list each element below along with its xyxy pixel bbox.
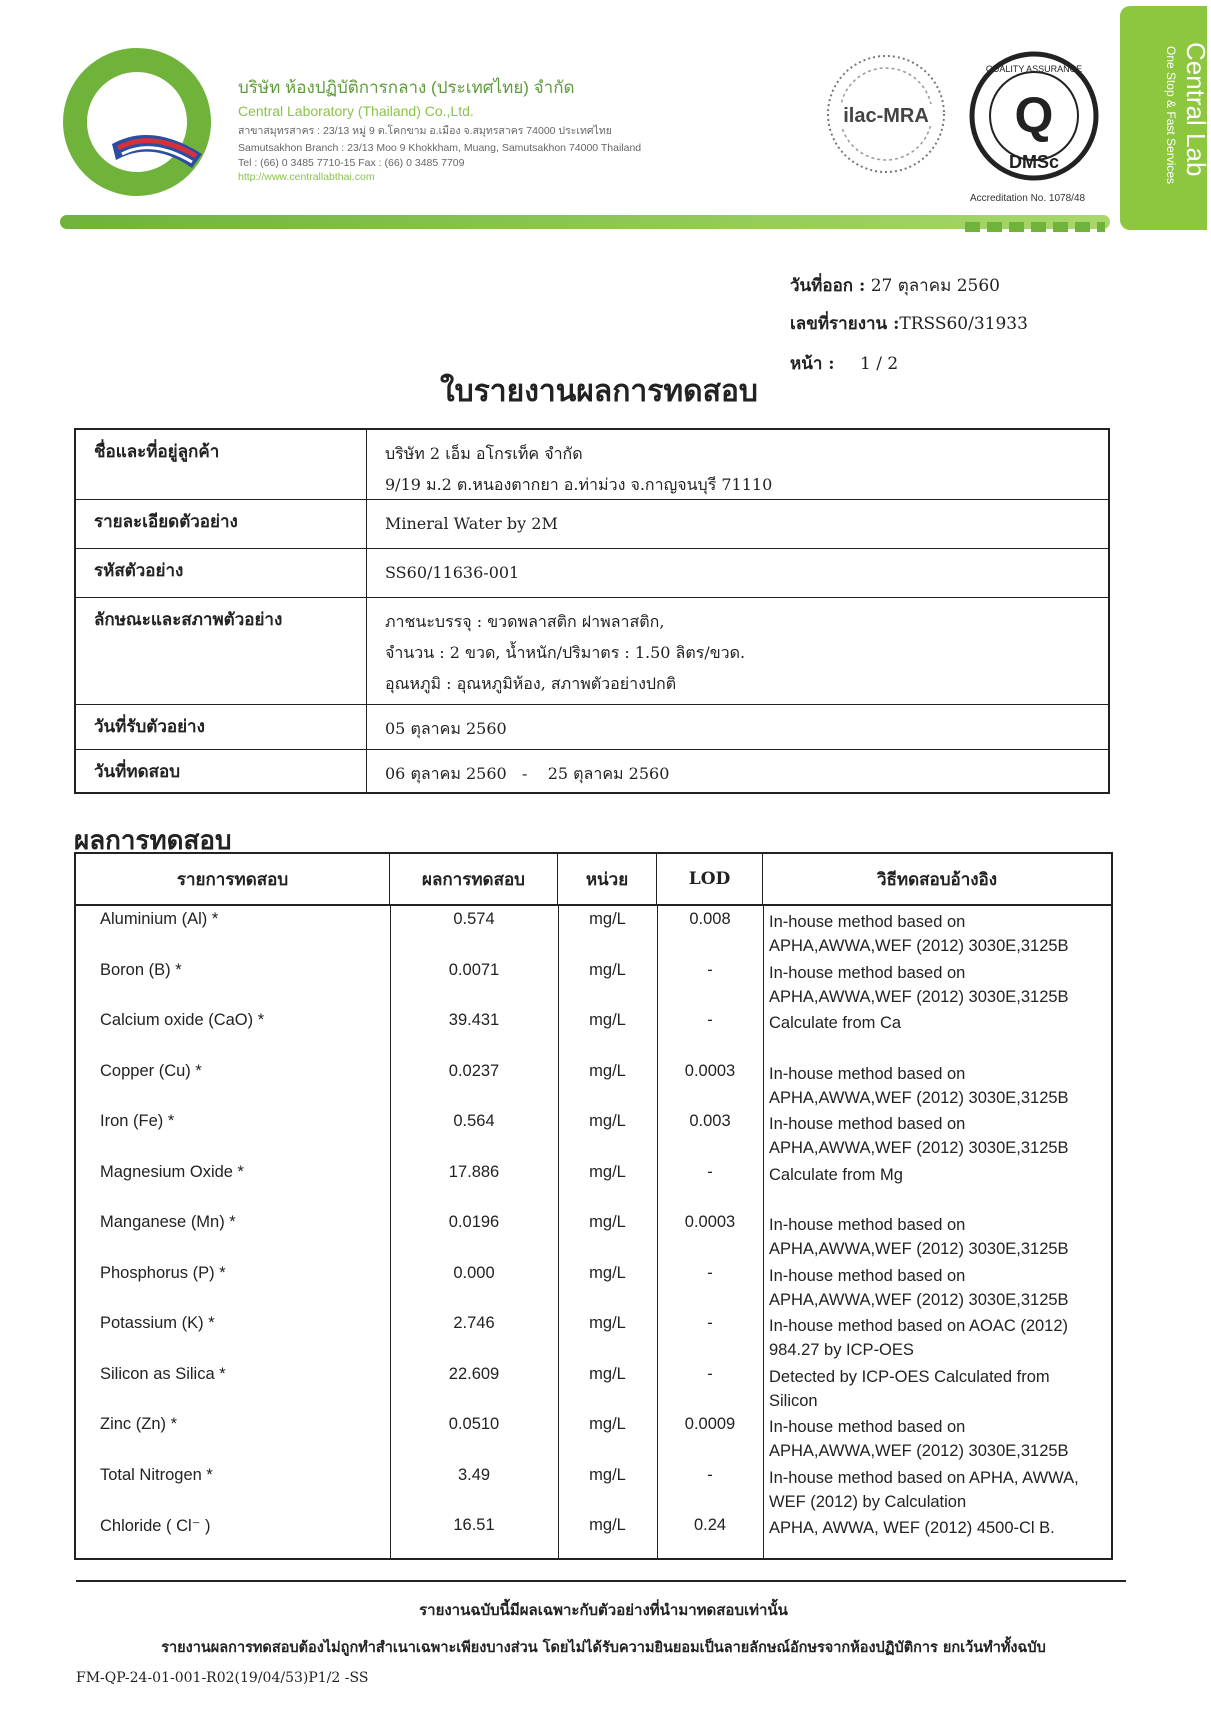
test-lod: - [707, 1011, 713, 1029]
test-lod: - [707, 1314, 713, 1332]
result-row [76, 1159, 1111, 1210]
page-number-value: 1 / 2 [859, 354, 899, 374]
test-unit: mg/L [589, 1061, 626, 1080]
info-row [76, 548, 1108, 597]
svg-text:Q: Q [1014, 87, 1054, 143]
method-line: APHA,AWWA,WEF (2012) 3030E,3125B [769, 987, 1069, 1006]
footer-divider [76, 1580, 1126, 1582]
footer-note-validity: รายงานฉบับนี้มีผลเฉพาะกับตัวอย่างที่นำมาทดสอบเท่านั้น [419, 1601, 788, 1619]
test-lod: 0.0003 [684, 1213, 736, 1231]
method-line: In-house method based on [769, 1418, 966, 1436]
quantity-info: จำนวน : 2 ขวด, น้ำหนัก/ปริมาตร : 1.50 ลิตร/ขวด. [385, 643, 746, 662]
container-info: ภาชนะบรรจุ : ขวดพลาสติก ฝาพลาสติก, [385, 612, 665, 631]
header-method: วิธีทดสอบอ้างอิง [876, 869, 998, 890]
test-item: Boron (B) * [100, 960, 182, 979]
test-result: 16.51 [453, 1516, 495, 1534]
side-tagline: One Stop & Fast Services [1164, 46, 1178, 185]
info-row [76, 499, 1108, 548]
header-unit: หน่วย [558, 854, 657, 904]
method-line: WEF (2012) by Calculation [769, 1492, 967, 1511]
test-result: 0.0510 [448, 1415, 500, 1433]
test-method [763, 957, 1111, 1008]
test-item: Aluminium (Al) * [100, 910, 219, 928]
svg-text:ilac-MRA: ilac-MRA [843, 105, 929, 127]
report-number-label: เลขที่รายงาน : [790, 314, 900, 334]
website-link[interactable]: http://www.centrallabthai.com [238, 171, 375, 183]
method-line: APHA,AWWA,WEF (2012) 3030E,3125B [769, 1139, 1069, 1157]
test-result: 22.609 [448, 1364, 500, 1383]
test-item: Zinc (Zn) * [100, 1415, 178, 1433]
test-item: Magnesium Oxide * [100, 1162, 244, 1181]
info-value: Mineral Water by 2M [385, 514, 558, 533]
info-value [367, 598, 1108, 704]
issue-date [790, 272, 1000, 299]
result-row [76, 906, 1111, 957]
test-lod: 0.003 [689, 1112, 731, 1130]
info-label: วันที่รับตัวอย่าง [76, 705, 367, 749]
company-info [238, 74, 758, 183]
result-row [76, 1260, 1111, 1311]
test-unit: mg/L [589, 910, 626, 928]
result-row [76, 1058, 1111, 1109]
info-value: SS60/11636-001 [385, 563, 520, 582]
method-line: In-house method based on [769, 1064, 966, 1083]
result-row [76, 957, 1111, 1008]
customer-name: บริษัท 2 เอ็ม อโกรเท็ค จำกัด [385, 444, 583, 463]
ilac-mra-logo [818, 46, 954, 182]
test-lod: 0.0003 [684, 1061, 736, 1080]
method-line: In-house method based on APHA, AWWA, [769, 1468, 1079, 1487]
method-line: In-house method based on [769, 913, 966, 931]
test-result: 0.574 [453, 910, 495, 928]
test-unit: mg/L [589, 1112, 626, 1130]
test-method [763, 1310, 1111, 1361]
side-brand: Central Lab [1181, 42, 1211, 177]
report-number [790, 310, 1028, 337]
test-result: 3.49 [457, 1465, 491, 1484]
test-method [763, 1007, 1111, 1058]
svg-text:DMSc: DMSc [1008, 152, 1060, 172]
info-label: รายละเอียดตัวอย่าง [76, 500, 367, 548]
info-value [367, 430, 1108, 499]
test-unit: mg/L [589, 1415, 626, 1433]
method-line: APHA,AWWA,WEF (2012) 3030E,3125B [769, 1088, 1069, 1107]
test-item: Iron (Fe) * [100, 1112, 175, 1130]
form-code: FM-QP-24-01-001-R02(19/04/53)P1/2 -SS [76, 1670, 369, 1686]
accreditation-number: Accreditation No. 1078/48 [970, 193, 1086, 204]
test-lod: - [707, 1162, 713, 1181]
result-row [76, 1108, 1111, 1159]
results-body [76, 906, 1111, 1558]
test-item: Manganese (Mn) * [100, 1213, 236, 1231]
header-result: ผลการทดสอบ [390, 854, 558, 904]
test-result: 0.564 [453, 1112, 495, 1130]
test-method [763, 1159, 1111, 1210]
company-logo [52, 44, 227, 204]
column-divider [390, 906, 391, 1558]
test-method [763, 906, 1111, 957]
method-line: Calculate from Mg [769, 1165, 903, 1184]
method-line: APHA,AWWA,WEF (2012) 3030E,3125B [769, 1240, 1069, 1258]
info-row [76, 430, 1108, 499]
test-lod: 0.008 [689, 910, 731, 928]
method-line: 984.27 by ICP-OES [769, 1341, 914, 1359]
test-item: Total Nitrogen * [100, 1465, 213, 1484]
method-line: APHA,AWWA,WEF (2012) 3030E,3125B [769, 1290, 1069, 1309]
test-item: Chloride ( Cl⁻ ) [100, 1517, 211, 1535]
test-method [763, 1462, 1111, 1513]
test-item: Calcium oxide (CaO) * [100, 1011, 265, 1029]
svg-text:QUALITY ASSURANCE: QUALITY ASSURANCE [985, 64, 1083, 74]
test-method [763, 1411, 1111, 1462]
info-value: 06 ตุลาคม 2560 - 25 ตุลาคม 2560 [385, 764, 670, 783]
issue-date-value: 27 ตุลาคม 2560 [870, 276, 1000, 296]
info-label: ลักษณะและสภาพตัวอย่าง [76, 598, 367, 704]
company-name-th: บริษัท ห้องปฏิบัติการกลาง (ประเทศไทย) จำกัด [238, 78, 575, 97]
report-number-value: TRSS60/31933 [899, 314, 1028, 334]
result-row [76, 1512, 1111, 1563]
test-unit: mg/L [589, 1263, 626, 1282]
method-line: In-house method based on [769, 1266, 966, 1285]
test-method [763, 1209, 1111, 1260]
test-lod: 0.0009 [684, 1415, 736, 1433]
tel-fax: Tel : (66) 0 3485 7710-15 Fax : (66) 0 3485 7709 [238, 157, 465, 169]
test-lod: - [707, 960, 713, 979]
page-number [790, 350, 898, 377]
test-lod: - [707, 1364, 713, 1383]
test-unit: mg/L [589, 1213, 626, 1231]
info-row [76, 704, 1108, 749]
test-item: Phosphorus (P) * [100, 1263, 226, 1282]
info-label: ชื่อและที่อยู่ลูกค้า [76, 430, 367, 499]
test-unit: mg/L [589, 1364, 626, 1383]
results-header-row [76, 854, 1111, 906]
test-result: 17.886 [448, 1162, 500, 1181]
method-line: In-house method based on [769, 963, 966, 982]
test-method [763, 1058, 1111, 1109]
results-section-title: ผลการทดสอบ [74, 826, 232, 856]
info-label: วันที่ทดสอบ [76, 750, 367, 792]
footer-note-copy: รายงานผลการทดสอบต้องไม่ถูกทำสำเนาเฉพาะเพียงบางส่วน โดยไม่ได้รับความยินยอมเป็นลายลักษณ์อักษรจากห้องปฏิบัติการ ยกเว้นทำทั้งฉบับ [161, 1639, 1046, 1656]
test-method [763, 1512, 1111, 1563]
test-unit: mg/L [589, 1314, 626, 1332]
test-result: 2.746 [453, 1314, 495, 1332]
test-unit: mg/L [589, 1516, 626, 1534]
header-lod: LOD [657, 854, 763, 904]
test-result: 39.431 [448, 1011, 500, 1029]
method-line: Calculate from Ca [769, 1014, 902, 1032]
temperature-info: อุณหภูมิ : อุณหภูมิห้อง, สภาพตัวอย่างปกติ [385, 674, 677, 693]
issue-date-label: วันที่ออก : [790, 276, 866, 296]
method-line: APHA, AWWA, WEF (2012) 4500-Cl B. [769, 1519, 1055, 1537]
result-row [76, 1411, 1111, 1462]
test-result: 0.0071 [448, 960, 500, 979]
test-result: 0.000 [453, 1263, 495, 1282]
header-divider [60, 215, 1110, 229]
result-row [76, 1310, 1111, 1361]
results-table [74, 852, 1113, 1560]
document-title: ใบรายงานผลการทดสอบ [440, 374, 758, 409]
sample-info-table [74, 428, 1110, 794]
test-unit: mg/L [589, 960, 626, 979]
dmsc-quality-logo [968, 50, 1101, 183]
result-row [76, 1462, 1111, 1513]
branch-address-th: สาขาสมุทรสาคร : 23/13 หมู่ 9 ต.โคกขาม อ.เมือง จ.สมุทรสาคร 74000 ประเทศไทย [238, 125, 612, 137]
column-divider [558, 906, 559, 1558]
test-method [763, 1260, 1111, 1311]
method-line: APHA,AWWA,WEF (2012) 3030E,3125B [769, 1442, 1069, 1460]
info-row [76, 749, 1108, 792]
result-row [76, 1209, 1111, 1260]
info-value: 05 ตุลาคม 2560 [385, 719, 507, 738]
test-method [763, 1361, 1111, 1412]
central-lab-side-tab [1120, 6, 1211, 230]
test-unit: mg/L [589, 1465, 626, 1484]
method-line: In-house method based on [769, 1216, 966, 1234]
info-label: รหัสตัวอย่าง [76, 549, 367, 597]
result-row [76, 1361, 1111, 1412]
test-unit: mg/L [589, 1162, 626, 1181]
method-line: Silicon [769, 1391, 818, 1410]
method-line: In-house method based on [769, 1115, 966, 1133]
test-lod: - [707, 1263, 713, 1282]
test-item: Potassium (K) * [100, 1314, 215, 1332]
method-line: Detected by ICP-OES Calculated from [769, 1367, 1050, 1386]
test-lod: 0.24 [693, 1516, 727, 1534]
test-result: 0.0237 [448, 1061, 500, 1080]
column-divider [657, 906, 658, 1558]
info-row [76, 597, 1108, 704]
test-item: Copper (Cu) * [100, 1061, 202, 1080]
result-row [76, 1007, 1111, 1058]
company-name-en: Central Laboratory (Thailand) Co.,Ltd. [238, 103, 474, 119]
header-dash-divider [965, 222, 1105, 232]
test-result: 0.0196 [448, 1213, 500, 1231]
test-item: Silicon as Silica * [100, 1364, 226, 1383]
customer-address: 9/19 ม.2 ต.หนองตากยา อ.ท่าม่วง จ.กาญจนบุรี 71110 [385, 475, 773, 494]
branch-address-en: Samutsakhon Branch : 23/13 Moo 9 Khokkham, Muang, Samutsakhon 74000 Thailand [238, 142, 642, 154]
method-line: APHA,AWWA,WEF (2012) 3030E,3125B [769, 937, 1069, 955]
method-line: In-house method based on AOAC (2012) [769, 1317, 1069, 1335]
page-number-label: หน้า : [790, 354, 835, 374]
test-method [763, 1108, 1111, 1159]
column-divider [763, 906, 764, 1558]
test-lod: - [707, 1465, 713, 1484]
test-unit: mg/L [589, 1011, 626, 1029]
header-test-item: รายการทดสอบ [76, 854, 390, 904]
